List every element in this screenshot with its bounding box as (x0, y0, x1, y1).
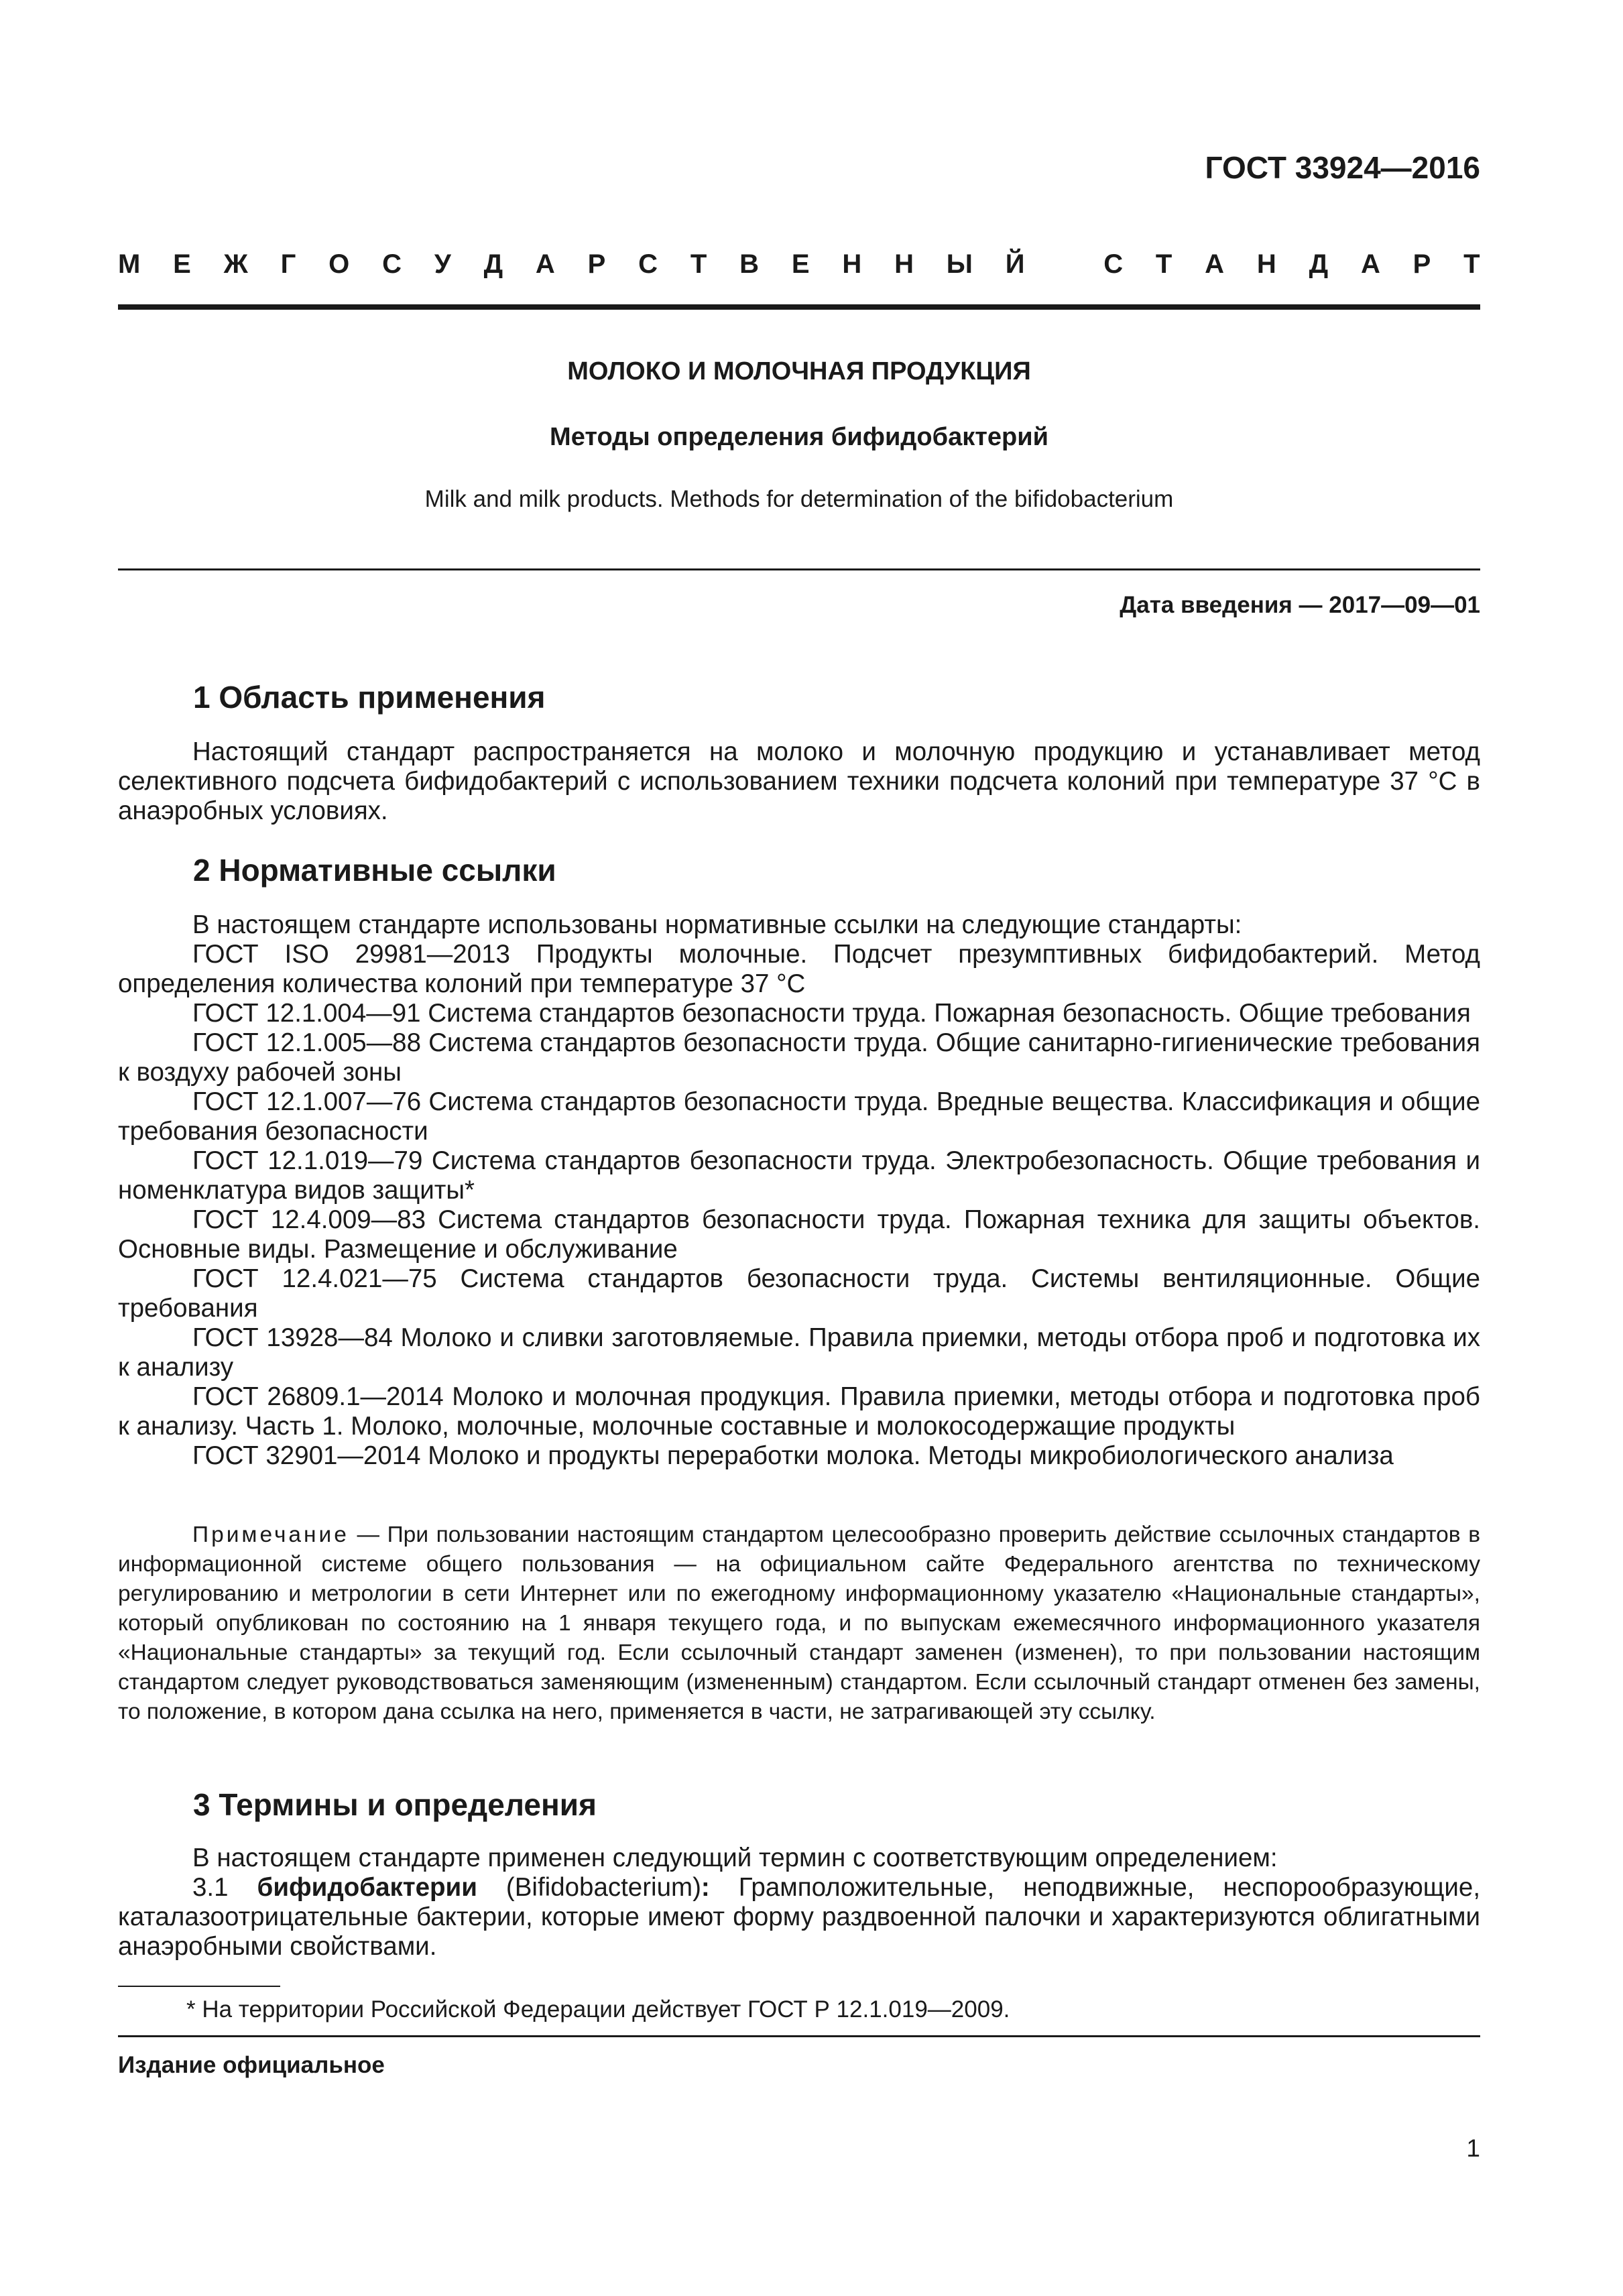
interstate-letter: Н (894, 249, 914, 279)
document-title-english: Milk and milk products. Methods for determination of the bifidobacterium (424, 486, 1174, 512)
references-intro: В настоящем стандарте использованы нормативные ссылки на следующие стандарты: (192, 910, 1242, 939)
section-3-heading: 3 Термины и определения (193, 1787, 597, 1822)
official-edition-label: Издание официальное (118, 2052, 385, 2078)
introduction-date: Дата введения — 2017—09—01 (1120, 592, 1480, 618)
interstate-letter: Т (1463, 249, 1480, 279)
term-name: бифидобактерии (257, 1873, 477, 1902)
bottom-divider (118, 2035, 1480, 2037)
reference-item: ГОСТ 12.4.009—83 Система стандартов безопасности труда. Пожарная техника для защиты объектов. Основные виды. Размещение и обслуживание (118, 1205, 1480, 1264)
note-label: Примечание (192, 1522, 349, 1547)
interstate-letter: Ж (223, 249, 248, 279)
interstate-letter: Т (1155, 249, 1173, 279)
term-definition (118, 1873, 1480, 1961)
term-latin: (Bifidobacterium) (477, 1873, 701, 1902)
interstate-letter: Г (280, 249, 296, 279)
thick-divider (118, 304, 1480, 310)
reference-item: ГОСТ 12.1.019—79 Система стандартов безопасности труда. Электробезопасность. Общие требования и номенклатура видов защиты* (118, 1146, 1480, 1205)
interstate-letter: О (328, 249, 350, 279)
interstate-letter: Е (791, 249, 810, 279)
term-number: 3.1 (192, 1873, 257, 1902)
section-2-heading: 2 Нормативные ссылки (193, 853, 556, 888)
interstate-letter: Д (1309, 249, 1329, 279)
note-paragraph (118, 1520, 1480, 1727)
interstate-letter: А (535, 249, 555, 279)
note-text: — При пользовании настоящим стандартом целесообразно проверить действие ссылочных стандартов в информационной системе общего пользования — на официальном сайте Федерального агентства по техническому регулированию и метрологии в сети Интернет или по ежегодному информационному указателю «Национальные стандарты», который опубликован по состоянию на 1 января текущего года, и по выпускам ежемесячного информационного указателя «Национальные стандарты» за текущий год. Если ссылочный стандарт заменен (изменен), то при пользовании настоящим стандартом следует руководствоваться заменяющим (измененным) стандартом. Если ссылочный стандарт отменен без замены, то положение, в котором дана ссылка на него, применяется в части, не затрагивающей эту ссылку. (118, 1522, 1480, 1724)
interstate-letter: Р (1412, 249, 1431, 279)
interstate-letter: У (434, 249, 451, 279)
section-2-body (118, 910, 1480, 1471)
reference-item: ГОСТ ISO 29981—2013 Продукты молочные. Подсчет презумптивных бифидобактерий. Метод определения количества колоний при температуре 37 °С (118, 940, 1480, 998)
interstate-standard-line (118, 248, 1480, 280)
gost-number: ГОСТ 33924—2016 (1205, 150, 1480, 185)
interstate-letter: С (638, 249, 658, 279)
section-1-body (118, 737, 1480, 826)
interstate-letter: Н (842, 249, 862, 279)
term-colon: : (701, 1873, 710, 1902)
section-3-body (118, 1844, 1480, 1961)
section-1-paragraph: Настоящий стандарт распространяется на молоко и молочную продукцию и устанавливает метод селективного подсчета бифидобактерий с использованием техники подсчета колоний при температуре 37 °С в анаэробных условиях. (118, 737, 1480, 825)
term-definition-text: Грамположительные, неподвижные, неспорообразующие, каталазоотрицательные бактерии, которые имеют форму раздвоенной палочки и характеризуются облигатными анаэробными свойствами. (118, 1873, 1481, 1961)
interstate-letter: М (118, 249, 141, 279)
reference-item: ГОСТ 32901—2014 Молоко и продукты переработки молока. Методы микробиологического анализа (192, 1441, 1394, 1470)
interstate-letter: Т (690, 249, 707, 279)
interstate-letter: В (739, 249, 759, 279)
document-subtitle: Методы определения бифидобактерий (550, 423, 1048, 451)
reference-item: ГОСТ 26809.1—2014 Молоко и молочная продукция. Правила приемки, методы отбора и подготовка проб к анализу. Часть 1. Молоко, молочные, молочные составные и молокосодержащие продукты (118, 1382, 1480, 1441)
interstate-letter: Н (1256, 249, 1276, 279)
note-block (118, 1520, 1480, 1727)
footnote-rule (118, 1986, 280, 1987)
reference-item: ГОСТ 12.1.004—91 Система стандартов безопасности труда. Пожарная безопасность. Общие требования (192, 999, 1471, 1028)
interstate-letter: Ы (946, 249, 973, 279)
interstate-gap (1057, 248, 1071, 280)
interstate-letter: С (1103, 249, 1124, 279)
interstate-letter: А (1205, 249, 1225, 279)
interstate-letter: Е (173, 249, 191, 279)
reference-item: ГОСТ 12.4.021—75 Система стандартов безопасности труда. Системы вентиляционные. Общие требования (118, 1264, 1480, 1323)
interstate-letter: С (382, 249, 402, 279)
reference-item: ГОСТ 13928—84 Молоко и сливки заготовляемые. Правила приемки, методы отбора проб и подготовка их к анализу (118, 1323, 1480, 1382)
reference-item: ГОСТ 12.1.007—76 Система стандартов безопасности труда. Вредные вещества. Классификация и общие требования безопасности (118, 1087, 1480, 1146)
interstate-letter: Й (1005, 249, 1025, 279)
document-title: МОЛОКО И МОЛОЧНАЯ ПРОДУКЦИЯ (567, 357, 1031, 385)
interstate-letter: Р (587, 249, 606, 279)
terms-intro: В настоящем стандарте применен следующий термин с соответствующим определением: (192, 1844, 1278, 1872)
interstate-letter: Д (483, 249, 503, 279)
interstate-letter: А (1360, 249, 1380, 279)
thin-divider (118, 568, 1480, 570)
reference-item: ГОСТ 12.1.005—88 Система стандартов безопасности труда. Общие санитарно-гигиенические требования к воздуху рабочей зоны (118, 1028, 1480, 1087)
section-1-heading: 1 Область применения (193, 680, 546, 715)
page-number: 1 (1466, 2134, 1480, 2162)
footnote: * На территории Российской Федерации действует ГОСТ Р 12.1.019—2009. (186, 1996, 1010, 2022)
